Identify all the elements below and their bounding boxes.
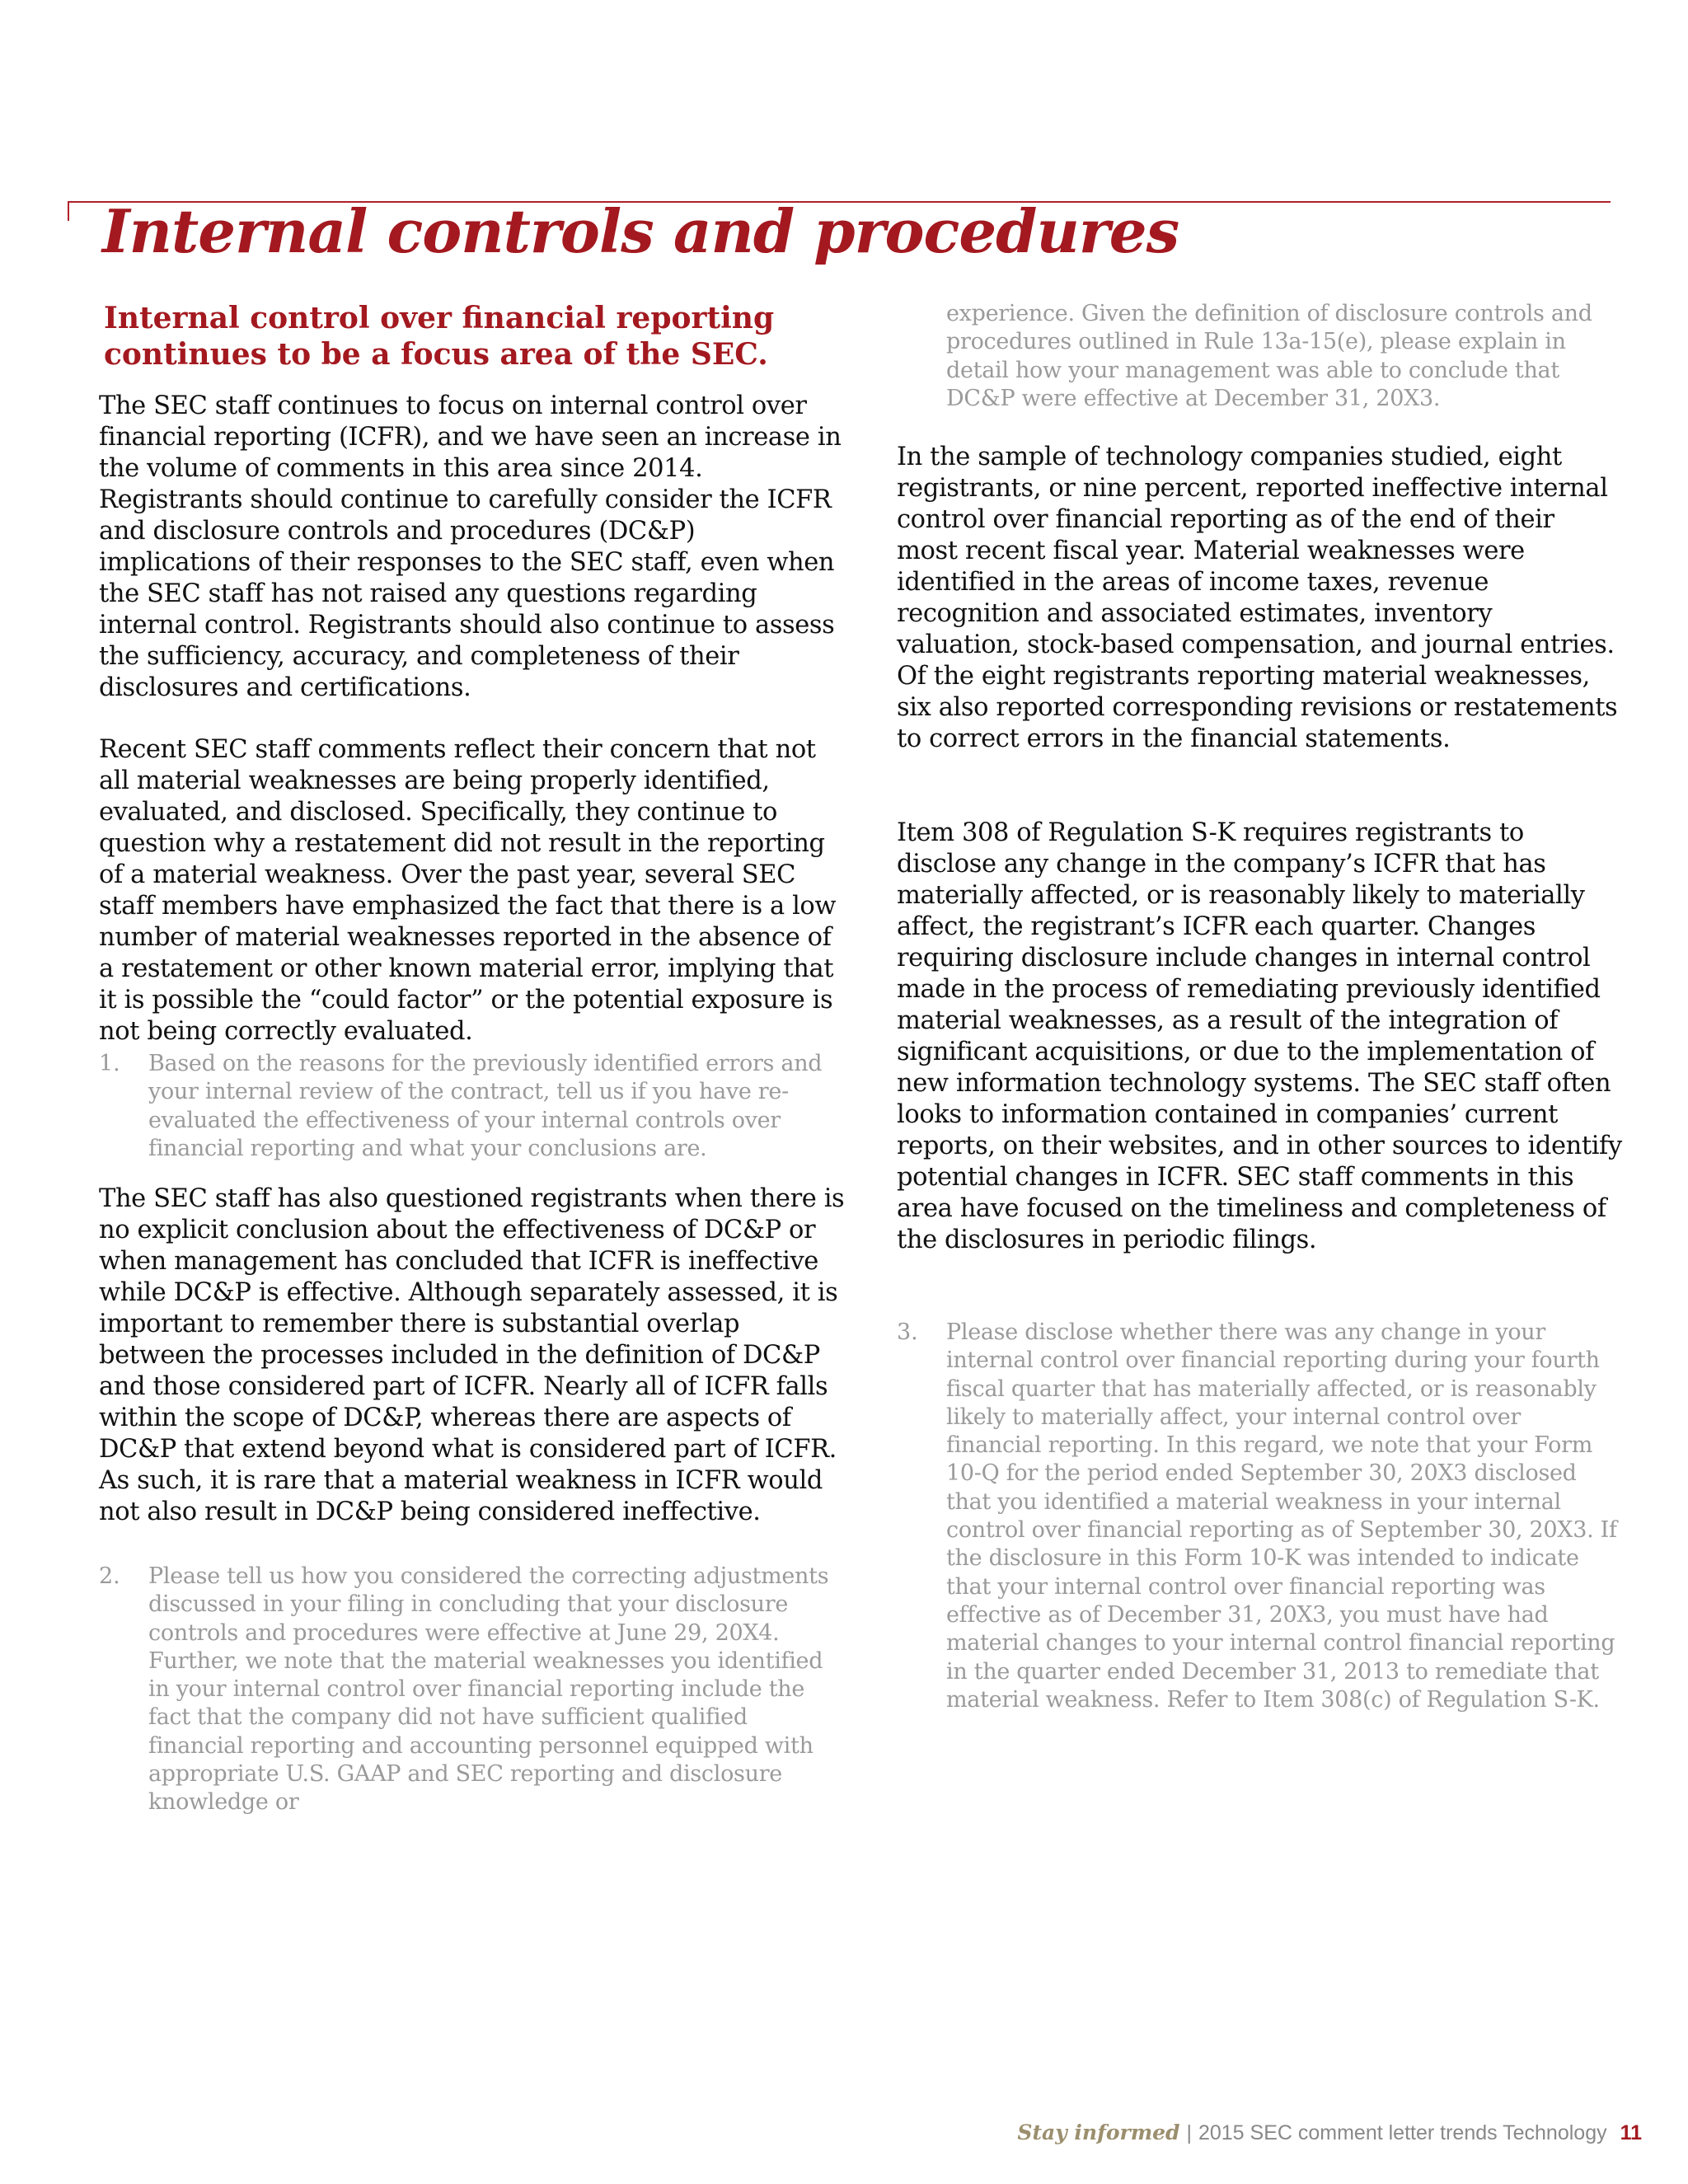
comment-number-3: 3.	[897, 1319, 918, 1345]
page-title: Internal controls and procedures	[102, 196, 1179, 266]
footer-separator: |	[1186, 2121, 1192, 2144]
page-number: 11	[1620, 2121, 1642, 2144]
sec-comment-quote-2: Please tell us how you considered the correcting adjustments discussed in your filing in concluding that your disclosure controls and procedures were effective at June 29, 20X4. Further, we note that the material weaknesses you identified in your internal control over financial reporting include the fact that the company did not have sufficient qualified financial reporting and accounting personnel equipped with appropriate U.S. GAAP and SEC reporting and disclosure knowledge or	[148, 1563, 829, 1816]
title-rule-tick	[68, 201, 69, 221]
comment-number-2: 2.	[99, 1563, 120, 1589]
body-paragraph-1: The SEC staff continues to focus on internal control over financial reporting (ICFR), and we have seen an increase in the volume of comments in this area since 2014. Registrants should continue to carefully consider the ICFR and disclosure controls and procedures (DC&P) implications of their responses to the SEC staff, even when the SEC staff has not raised any questions regarding internal control. Registrants should also continue to assess the sufficiency, accuracy, and completeness of their disclosures and certifications.	[99, 391, 842, 702]
body-paragraph-2: Recent SEC staff comments reflect their concern that not all material weaknesses are being properly identified, evaluated, and disclosed. Specifically, they continue to question why a restatement did not result in the reporting of a material weakness. Over the past year, several SEC staff members have emphasized the fact that there is a low number of material weaknesses reported in the absence of a restatement or other known material error, implying that it is possible the “could factor” or the potential exposure is not being correctly evaluated.	[99, 735, 837, 1046]
footer-publication-title: 2015 SEC comment letter trends Technology	[1198, 2121, 1607, 2144]
sec-comment-quote-2-continued: experience. Given the definition of disclosure controls and procedures outlined in Rule 13a-15(e), please explain in detail how your management was able to conclude that DC&P were effective at December 31, 20X3.	[946, 301, 1592, 411]
body-paragraph-3: The SEC staff has also questioned registrants when there is no explicit conclusion about the effectiveness of DC&P or when management has concluded that ICFR is ineffective while DC&P is effective. Although separately assessed, it is important to remember there is substantial overlap between the processes included in the definition of DC&P and those considered part of ICFR. Nearly all of ICFR falls within the scope of DC&P, whereas there are aspects of DC&P that extend beyond what is considered part of ICFR. As such, it is rare that a material weakness in ICFR would not also result in DC&P being considered ineffective.	[99, 1184, 845, 1526]
sec-comment-quote-3: Please disclose whether there was any change in your internal control over financial reporting during your fourth fiscal quarter that has materially affected, or is reasonably likely to materially affect, your internal control over financial reporting. In this regard, we note that your Form 10-Q for the period ended September 30, 20X3 disclosed that you identified a material weakness in your internal control over financial reporting as of September 30, 20X3. If the disclosure in this Form 10-K was intended to indicate that your internal control over financial reporting was effective as of December 31, 20X3, you must have had material changes to your internal control financial reporting in the quarter ended December 31, 2013 to remediate that material weakness. Refer to Item 308(c) of Regulation S-K.	[946, 1319, 1617, 1713]
sec-comment-quote-1: Based on the reasons for the previously identified errors and your internal review of the contract, tell us if you have re-evaluated the effectiveness of your internal controls over financial reporting and what your conclusions are.	[148, 1051, 823, 1161]
body-paragraph-4: In the sample of technology companies studied, eight registrants, or nine percent, reported ineffective internal control over financial reporting as of the end of their most recent fiscal year. Material weaknesses were identified in the areas of income taxes, revenue recognition and associated estimates, inventory valuation, stock-based compensation, and journal entries. Of the eight registrants reporting material weaknesses, six also reported corresponding revisions or restatements to correct errors in the financial statements.	[897, 443, 1618, 753]
comment-number-1: 1.	[99, 1051, 120, 1076]
body-paragraph-5: Item 308 of Regulation S-K requires registrants to disclose any change in the company’s ICFR that has materially affected, or is reasonably likely to materially affect, the registrant’s ICFR each quarter. Changes requiring disclosure include changes in internal control made in the process of remediating previously identified material weaknesses, as a result of the integration of significant acquisitions, or due to the implementation of new information technology systems. The SEC staff often looks to information contained in companies’ current reports, on their websites, and in other sources to identify potential changes in ICFR. SEC staff comments in this area have focused on the timeliness and completeness of the disclosures in periodic filings.	[897, 818, 1622, 1254]
section-subheading: Internal control over financial reporting continues to be a focus area of the SEC.	[104, 301, 775, 372]
footer-stay-informed: Stay informed	[1017, 2121, 1180, 2144]
page-footer	[1017, 2120, 1642, 2146]
